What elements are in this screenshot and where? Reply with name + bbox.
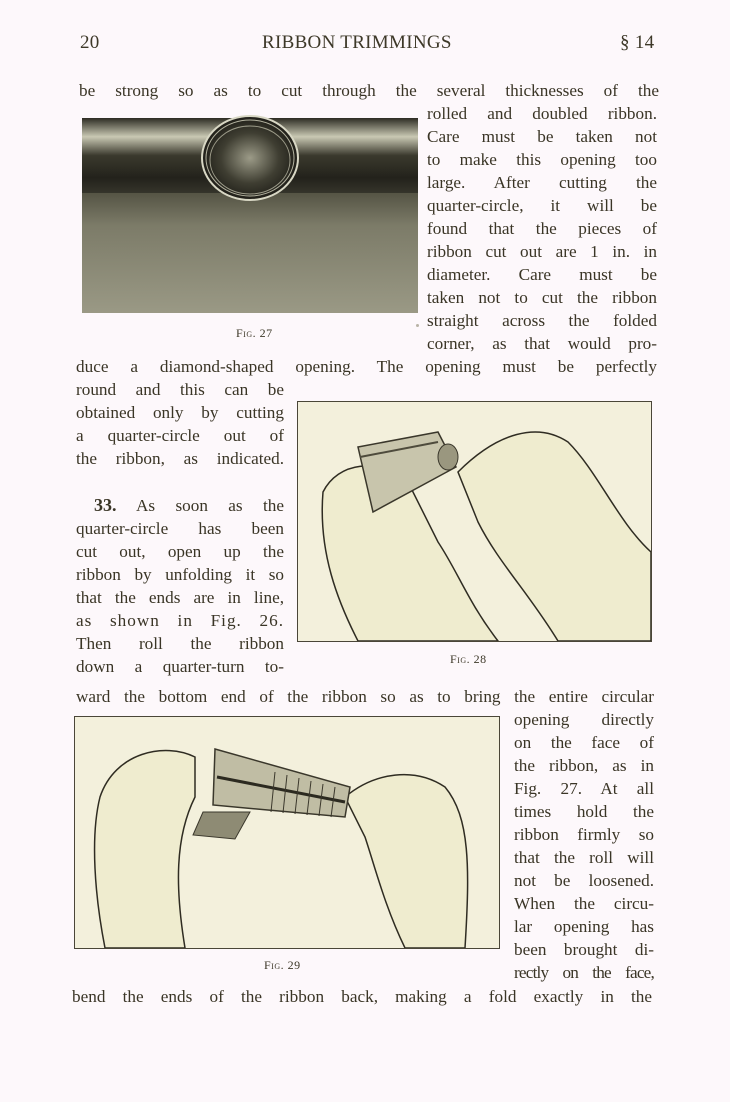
text-line: corner, as that would pro- <box>427 334 657 353</box>
text-line: been brought di- <box>514 940 654 959</box>
text-line: found that the pieces of <box>427 219 657 238</box>
text-line: Then roll the ribbon <box>76 634 284 653</box>
paragraph-33-first-line: 33. As soon as the <box>94 495 284 515</box>
text-line: quarter-circle has been <box>76 519 284 538</box>
text-line: obtained only by cutting <box>76 403 284 422</box>
text-line: that the ends are in line, <box>76 588 284 607</box>
text-line: rolled and doubled ribbon. <box>427 104 657 123</box>
text-line: on the face of <box>514 733 654 752</box>
text-line: ward the bottom end of the ribbon so as to bring the entire circular <box>76 687 654 706</box>
figure-29-image <box>74 716 500 949</box>
text-line: ribbon by unfolding it so <box>76 565 284 584</box>
text-line: as shown in Fig. 26. <box>76 611 284 630</box>
figure-29-caption: Fig. 29 <box>264 958 301 972</box>
text-line: ribbon firmly so <box>514 825 654 844</box>
specks <box>416 324 419 327</box>
text-line: Care must be taken not <box>427 127 657 146</box>
text-line: duce a diamond-shaped opening. The opening must be perfectly <box>76 357 657 376</box>
text-line: to make this opening too <box>427 150 657 169</box>
text-line: straight across the folded <box>427 311 657 330</box>
text-line: diameter. Care must be <box>427 265 657 284</box>
text-line: rectly on the face, <box>514 963 654 982</box>
page-number: 20 <box>80 32 100 53</box>
text-line: the ribbon, as in <box>514 756 654 775</box>
text-line: not be loosened. <box>514 871 654 890</box>
text-line: down a quarter-turn to- <box>76 657 284 676</box>
text-line: quarter-circle, it will be <box>427 196 657 215</box>
text-line: that the roll will <box>514 848 654 867</box>
text-line: ribbon cut out are 1 in. in <box>427 242 657 261</box>
text-line: When the circu- <box>514 894 654 913</box>
text-line: a quarter-circle out of <box>76 426 284 445</box>
running-title: RIBBON TRIMMINGS <box>262 32 452 53</box>
text-line: large. After cutting the <box>427 173 657 192</box>
text-line: Fig. 27. At all <box>514 779 654 798</box>
paragraph-number: 33. <box>94 495 117 515</box>
text-line: times hold the <box>514 802 654 821</box>
figure-28-image <box>297 401 652 642</box>
figure-28-caption: Fig. 28 <box>450 652 487 666</box>
text-line: bend the ends of the ribbon back, making a fold exactly in the <box>72 987 652 1006</box>
section-number: § 14 <box>620 32 655 53</box>
text-line: cut out, open up the <box>76 542 284 561</box>
figure-27-image <box>82 113 418 313</box>
text-line: be strong so as to cut through the several thicknesses of the <box>79 81 659 100</box>
text-line: lar opening has <box>514 917 654 936</box>
text-line: round and this can be <box>76 380 284 399</box>
text-line: taken not to cut the ribbon <box>427 288 657 307</box>
text-line: the ribbon, as indicated. <box>76 449 284 468</box>
figure-27-caption: Fig. 27 <box>236 326 273 340</box>
text-line: opening directly <box>514 710 654 729</box>
